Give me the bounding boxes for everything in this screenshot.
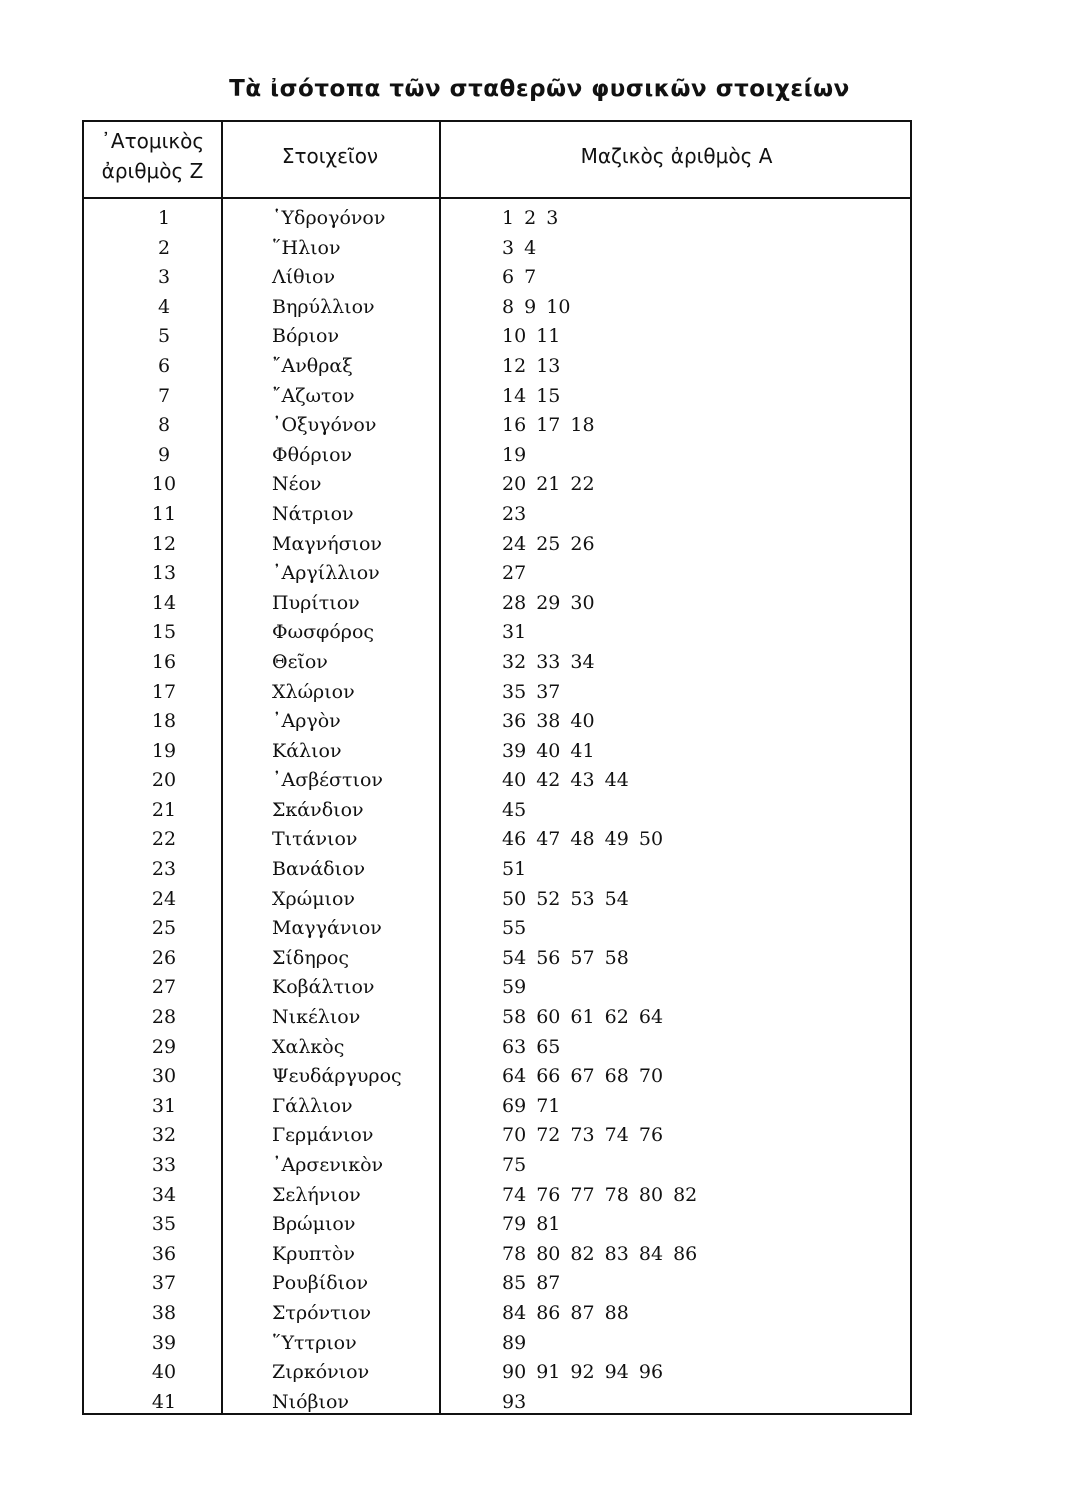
element-name-cell: Σίδηρος xyxy=(272,946,349,969)
mass-numbers-cell: 59 xyxy=(502,976,527,999)
mass-numbers-cell: 79 81 xyxy=(502,1213,561,1236)
mass-numbers-cell: 46 47 48 49 50 xyxy=(502,828,664,851)
mass-numbers-cell: 36 38 40 xyxy=(502,710,595,733)
mass-numbers-cell: 24 25 26 xyxy=(502,532,595,555)
element-name-cell: Πυρίτιον xyxy=(272,591,360,614)
table-row xyxy=(84,293,910,323)
table-row xyxy=(84,973,910,1003)
mass-numbers-cell: 84 86 87 88 xyxy=(502,1301,629,1324)
atomic-number-cell: 31 xyxy=(151,1094,177,1117)
element-name-cell: Λίθιον xyxy=(272,266,336,289)
mass-numbers-cell: 35 37 xyxy=(502,680,561,703)
mass-numbers-cell: 90 91 92 94 96 xyxy=(502,1361,664,1384)
table-row xyxy=(84,1003,910,1033)
element-name-cell: ῞Ηλιον xyxy=(272,236,341,259)
table-row xyxy=(84,737,910,767)
atomic-number-cell: 11 xyxy=(151,502,177,525)
table-row xyxy=(84,352,910,382)
element-name-cell: Βηρύλλιον xyxy=(272,295,375,318)
atomic-number-cell: 7 xyxy=(157,384,171,407)
element-name-cell: Βανάδιον xyxy=(272,858,366,881)
atomic-number-cell: 10 xyxy=(151,473,177,496)
mass-numbers-cell: 78 80 82 83 84 86 xyxy=(502,1242,698,1265)
mass-numbers-cell: 16 17 18 xyxy=(502,414,595,437)
mass-numbers-cell: 27 xyxy=(502,562,527,585)
table-row xyxy=(84,1269,910,1299)
mass-numbers-cell: 1 2 3 xyxy=(502,207,559,229)
atomic-number-cell: 22 xyxy=(151,828,177,851)
mass-numbers-cell: 31 xyxy=(502,621,527,644)
element-name-cell: ῎Ανθραξ xyxy=(272,354,353,377)
atomic-number-cell: 1 xyxy=(157,207,171,229)
mass-numbers-cell: 10 11 xyxy=(502,325,561,348)
atomic-number-cell: 36 xyxy=(151,1242,177,1265)
mass-numbers-cell: 32 33 34 xyxy=(502,650,595,673)
mass-numbers-cell: 40 42 43 44 xyxy=(502,769,629,792)
table-row xyxy=(84,263,910,293)
atomic-number-cell: 20 xyxy=(151,769,177,792)
table-row xyxy=(84,914,910,944)
atomic-number-cell: 26 xyxy=(151,946,177,969)
table-row xyxy=(84,825,910,855)
table-row xyxy=(84,1299,910,1329)
header-element: Στοιχεῖον xyxy=(281,144,379,168)
atomic-number-cell: 12 xyxy=(151,532,177,555)
mass-numbers-cell: 28 29 30 xyxy=(502,591,595,614)
table-row xyxy=(84,559,910,589)
mass-numbers-cell: 8 9 10 xyxy=(502,295,571,318)
mass-numbers-cell: 70 72 73 74 76 xyxy=(502,1124,664,1147)
atomic-number-cell: 18 xyxy=(151,710,177,733)
element-name-cell: ῎Αζωτον xyxy=(272,384,355,407)
table-row xyxy=(84,411,910,441)
table-row xyxy=(84,618,910,648)
element-name-cell: Κοβάλτιον xyxy=(272,976,375,999)
header-atomic-number xyxy=(84,126,221,186)
element-name-cell: Μαγνήσιον xyxy=(272,532,382,555)
header-atomic-number-line1: ᾿Ατομικὸς xyxy=(100,129,205,153)
atomic-number-cell: 37 xyxy=(151,1272,177,1295)
mass-numbers-cell: 63 65 xyxy=(502,1035,561,1058)
table-row xyxy=(84,1329,910,1359)
atomic-number-cell: 40 xyxy=(151,1361,177,1384)
element-name-cell: Χαλκὸς xyxy=(272,1035,345,1058)
element-name-cell: Μαγγάνιον xyxy=(272,917,382,940)
table-row xyxy=(84,1181,910,1211)
element-name-cell: Τιτάνιον xyxy=(272,828,358,851)
atomic-number-cell: 25 xyxy=(151,917,177,940)
table-row xyxy=(84,1240,910,1270)
mass-numbers-cell: 69 71 xyxy=(502,1094,561,1117)
table-row xyxy=(84,204,910,234)
element-name-cell: Στρόντιον xyxy=(272,1301,372,1324)
header-atomic-number-line2: ἀριθμὸς Ζ xyxy=(101,159,204,183)
atomic-number-cell: 38 xyxy=(151,1301,177,1324)
atomic-number-cell: 28 xyxy=(151,1006,177,1029)
element-name-cell: Γάλλιον xyxy=(272,1094,353,1117)
atomic-number-cell: 6 xyxy=(157,354,171,377)
element-name-cell: ᾿Αργίλλιον xyxy=(272,562,380,585)
atomic-number-cell: 30 xyxy=(151,1065,177,1088)
atomic-number-cell: 3 xyxy=(157,266,171,289)
element-name-cell: Νικέλιον xyxy=(272,1006,361,1029)
atomic-number-cell: 39 xyxy=(151,1331,177,1354)
mass-numbers-cell: 20 21 22 xyxy=(502,473,595,496)
table-row xyxy=(84,1121,910,1151)
mass-numbers-cell: 3 4 xyxy=(502,236,537,259)
element-name-cell: Νιόβιον xyxy=(272,1390,349,1413)
element-name-cell: ῞Υττριον xyxy=(272,1331,357,1354)
element-name-cell: Χρώμιον xyxy=(272,887,355,910)
mass-numbers-cell: 19 xyxy=(502,443,527,466)
mass-numbers-cell: 89 xyxy=(502,1331,527,1354)
atomic-number-cell: 35 xyxy=(151,1213,177,1236)
atomic-number-cell: 13 xyxy=(151,562,177,585)
atomic-number-cell: 34 xyxy=(151,1183,177,1206)
mass-numbers-cell: 50 52 53 54 xyxy=(502,887,629,910)
element-name-cell: Ρουβίδιον xyxy=(272,1272,369,1295)
atomic-number-cell: 8 xyxy=(157,414,171,437)
atomic-number-cell: 5 xyxy=(157,325,171,348)
mass-numbers-cell: 55 xyxy=(502,917,527,940)
mass-numbers-cell: 23 xyxy=(502,502,527,525)
element-name-cell: Ψευδάργυρος xyxy=(272,1065,402,1088)
atomic-number-cell: 9 xyxy=(157,443,171,466)
table-row xyxy=(84,944,910,974)
table-row xyxy=(84,678,910,708)
mass-numbers-cell: 74 76 77 78 80 82 xyxy=(502,1183,698,1206)
table-row xyxy=(84,855,910,885)
element-name-cell: Γερμάνιον xyxy=(272,1124,374,1147)
table-row xyxy=(84,1358,910,1388)
element-name-cell: Σελήνιον xyxy=(272,1183,361,1206)
mass-numbers-cell: 75 xyxy=(502,1154,527,1176)
element-name-cell: Φθόριον xyxy=(272,443,353,466)
mass-numbers-cell: 58 60 61 62 64 xyxy=(502,1006,664,1029)
atomic-number-cell: 14 xyxy=(151,591,177,614)
element-name-cell: Χλώριον xyxy=(272,680,355,703)
element-name-cell: ᾿Αρσενικὸν xyxy=(272,1154,384,1176)
table-row xyxy=(84,322,910,352)
element-name-cell: Θεῖον xyxy=(272,650,328,673)
header-mass-number: Μαζικὸς ἀριθμὸς Α xyxy=(580,144,773,168)
header-divider xyxy=(84,197,910,199)
element-name-cell: Νάτριον xyxy=(272,502,354,525)
table-row xyxy=(84,1210,910,1240)
element-name-cell: ᾿Αργὸν xyxy=(272,710,341,733)
atomic-number-cell: 4 xyxy=(157,295,171,318)
table-body xyxy=(84,204,910,1417)
table-row xyxy=(84,885,910,915)
page-title: Τὰ ἰσότοπα τῶν σταθερῶν φυσικῶν στοιχείων xyxy=(229,76,850,102)
mass-numbers-cell: 45 xyxy=(502,798,527,821)
isotope-table xyxy=(82,120,912,1415)
table-row xyxy=(84,470,910,500)
atomic-number-cell: 32 xyxy=(151,1124,177,1147)
mass-numbers-cell: 12 13 xyxy=(502,354,561,377)
atomic-number-cell: 27 xyxy=(151,976,177,999)
atomic-number-cell: 21 xyxy=(151,798,177,821)
atomic-number-cell: 15 xyxy=(151,621,177,644)
atomic-number-cell: 19 xyxy=(151,739,177,762)
table-row xyxy=(84,530,910,560)
mass-numbers-cell: 6 7 xyxy=(502,266,537,289)
table-row xyxy=(84,766,910,796)
element-name-cell: Νέον xyxy=(272,473,322,496)
atomic-number-cell: 29 xyxy=(151,1035,177,1058)
atomic-number-cell: 16 xyxy=(151,650,177,673)
table-row xyxy=(84,234,910,264)
table-row xyxy=(84,796,910,826)
table-row xyxy=(84,1033,910,1063)
mass-numbers-cell: 54 56 57 58 xyxy=(502,946,629,969)
table-row xyxy=(84,1388,910,1418)
element-name-cell: Ζιρκόνιον xyxy=(272,1361,370,1384)
atomic-number-cell: 23 xyxy=(151,858,177,881)
table-row xyxy=(84,1062,910,1092)
table-row xyxy=(84,441,910,471)
element-name-cell: Βρώμιον xyxy=(272,1213,356,1236)
table-row xyxy=(84,1092,910,1122)
mass-numbers-cell: 51 xyxy=(502,858,527,881)
table-row xyxy=(84,707,910,737)
mass-numbers-cell: 14 15 xyxy=(502,384,561,407)
atomic-number-cell: 17 xyxy=(151,680,177,703)
element-name-cell: Φωσφόρος xyxy=(272,621,375,644)
element-name-cell: Κάλιον xyxy=(272,739,342,762)
table-row xyxy=(84,382,910,412)
table-row xyxy=(84,1151,910,1181)
element-name-cell: Σκάνδιον xyxy=(272,798,364,821)
atomic-number-cell: 33 xyxy=(151,1154,177,1176)
atomic-number-cell: 2 xyxy=(157,236,171,259)
element-name-cell: ῾Υδρογόνον xyxy=(272,207,386,229)
mass-numbers-cell: 85 87 xyxy=(502,1272,561,1295)
table-row xyxy=(84,589,910,619)
element-name-cell: Κρυπτὸν xyxy=(272,1242,355,1265)
mass-numbers-cell: 64 66 67 68 70 xyxy=(502,1065,664,1088)
element-name-cell: Βόριον xyxy=(272,325,340,348)
atomic-number-cell: 24 xyxy=(151,887,177,910)
table-row xyxy=(84,648,910,678)
element-name-cell: ᾿Ασβέστιον xyxy=(272,769,383,792)
table-row xyxy=(84,500,910,530)
mass-numbers-cell: 93 xyxy=(502,1390,527,1413)
element-name-cell: ᾿Οξυγόνον xyxy=(272,414,377,437)
mass-numbers-cell: 39 40 41 xyxy=(502,739,595,762)
atomic-number-cell: 41 xyxy=(151,1390,177,1413)
